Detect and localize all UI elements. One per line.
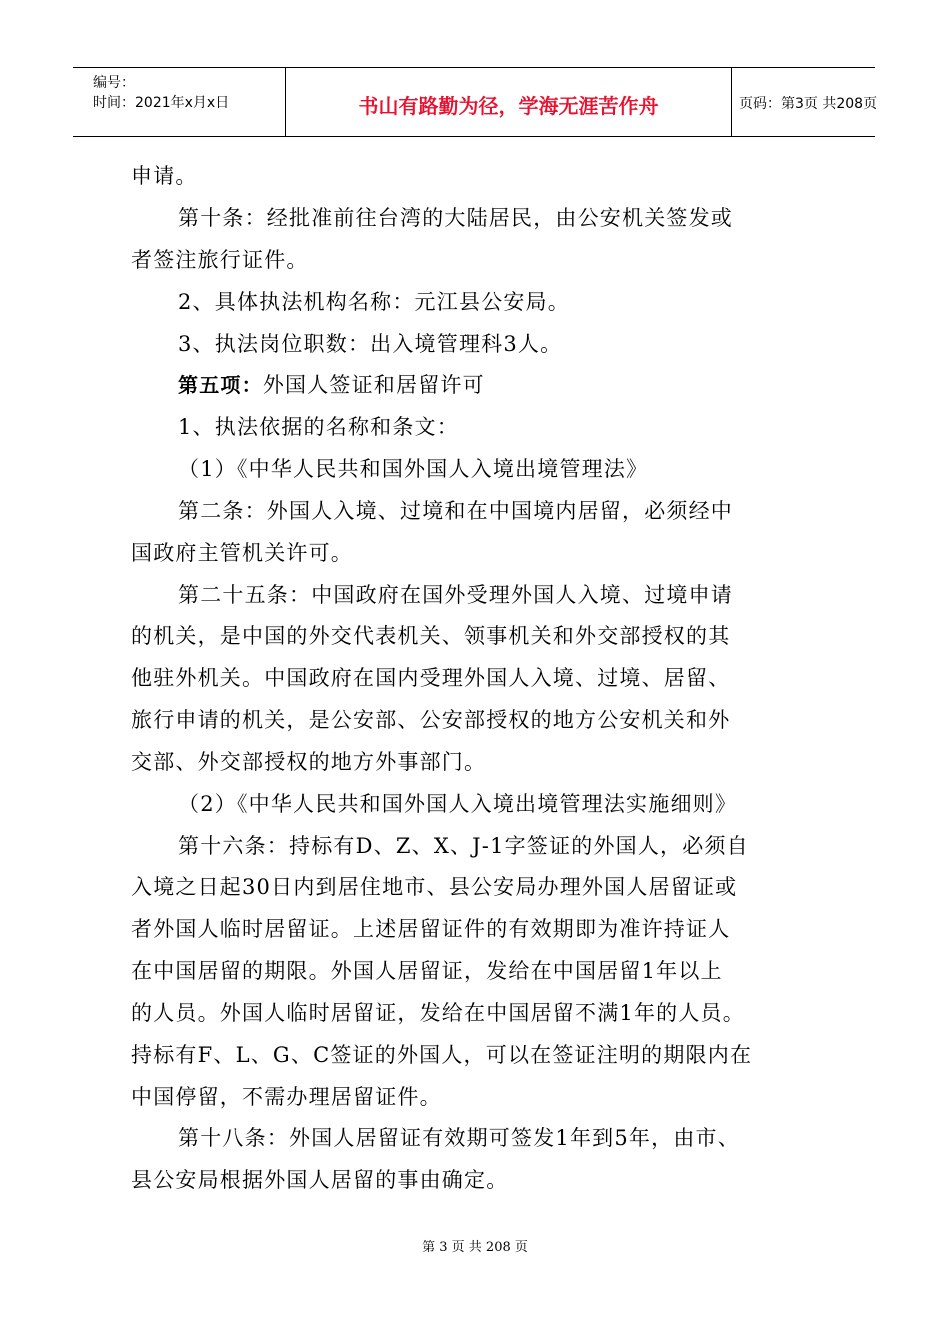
body-line: 2、具体执法机构名称：元江县公安局。 [178, 290, 570, 314]
header-page-info: 页码：第3页 共208页 [739, 96, 878, 112]
body-line: （1）《中华人民共和国外国人入境出境管理法》 [178, 457, 649, 481]
header-page-cell [732, 68, 878, 136]
body-line: （2）《中华人民共和国外国人入境出境管理法实施细则》 [178, 792, 738, 816]
document-number-label: 编号： [93, 75, 135, 91]
body-line: 第十六条：持标有D、Z、X、J-1字签证的外国人，必须自 [178, 834, 749, 858]
page-footer: 第 3 页 共 208 页 [422, 1240, 528, 1255]
page-header [73, 67, 878, 137]
body-line: 他驻外机关。中国政府在国内受理外国人入境、过境、居留、 [131, 666, 731, 690]
section-heading-text: 外国人签证和居留许可 [262, 373, 485, 397]
body-line: 县公安局根据外国人居留的事由确定。 [131, 1168, 509, 1192]
section-heading-line [178, 371, 485, 399]
body-line: 第二十五条：中国政府在国外受理外国人入境、过境申请 [178, 583, 733, 607]
body-line: 的人员。外国人临时居留证，发给在中国居留不满1年的人员。 [131, 1001, 745, 1025]
section-heading-label: 第五项： [178, 373, 263, 397]
body-line: 者签注旅行证件。 [131, 248, 309, 272]
body-line: 在中国居留的期限。外国人居留证，发给在中国居留1年以上 [131, 959, 723, 983]
document-time-label: 时间：2021年x月x日 [93, 95, 230, 111]
header-motto-cell [286, 68, 732, 136]
body-line: 旅行申请的机关，是公安部、公安部授权的地方公安机关和外 [131, 708, 731, 732]
body-line: 交部、外交部授权的地方外事部门。 [131, 750, 487, 774]
header-meta-cell [73, 68, 286, 136]
body-line: 第二条：外国人入境、过境和在中国境内居留，必须经中 [178, 499, 733, 523]
body-line: 持标有F、L、G、C签证的外国人，可以在签证注明的期限内在 [131, 1043, 753, 1067]
body-line: 第十条：经批准前往台湾的大陆居民，由公安机关签发或 [178, 206, 733, 230]
body-line: 申请。 [131, 164, 198, 188]
body-line: 者外国人临时居留证。上述居留证件的有效期即为准许持证人 [131, 917, 731, 941]
body-line: 中国停留，不需办理居留证件。 [131, 1085, 442, 1109]
body-line: 第十八条：外国人居留证有效期可签发1年到5年，由市、 [178, 1126, 740, 1150]
body-line: 1、执法依据的名称和条文： [178, 415, 459, 439]
body-line: 入境之日起30日内到居住地市、县公安局办理外国人居留证或 [131, 875, 738, 899]
body-line: 国政府主管机关许可。 [131, 541, 353, 565]
header-motto: 书山有路勤为径，学海无涯苦作舟 [358, 94, 659, 118]
body-line: 3、执法岗位职数：出入境管理科3人。 [178, 332, 563, 356]
body-line: 的机关，是中国的外交代表机关、领事机关和外交部授权的其 [131, 624, 731, 648]
